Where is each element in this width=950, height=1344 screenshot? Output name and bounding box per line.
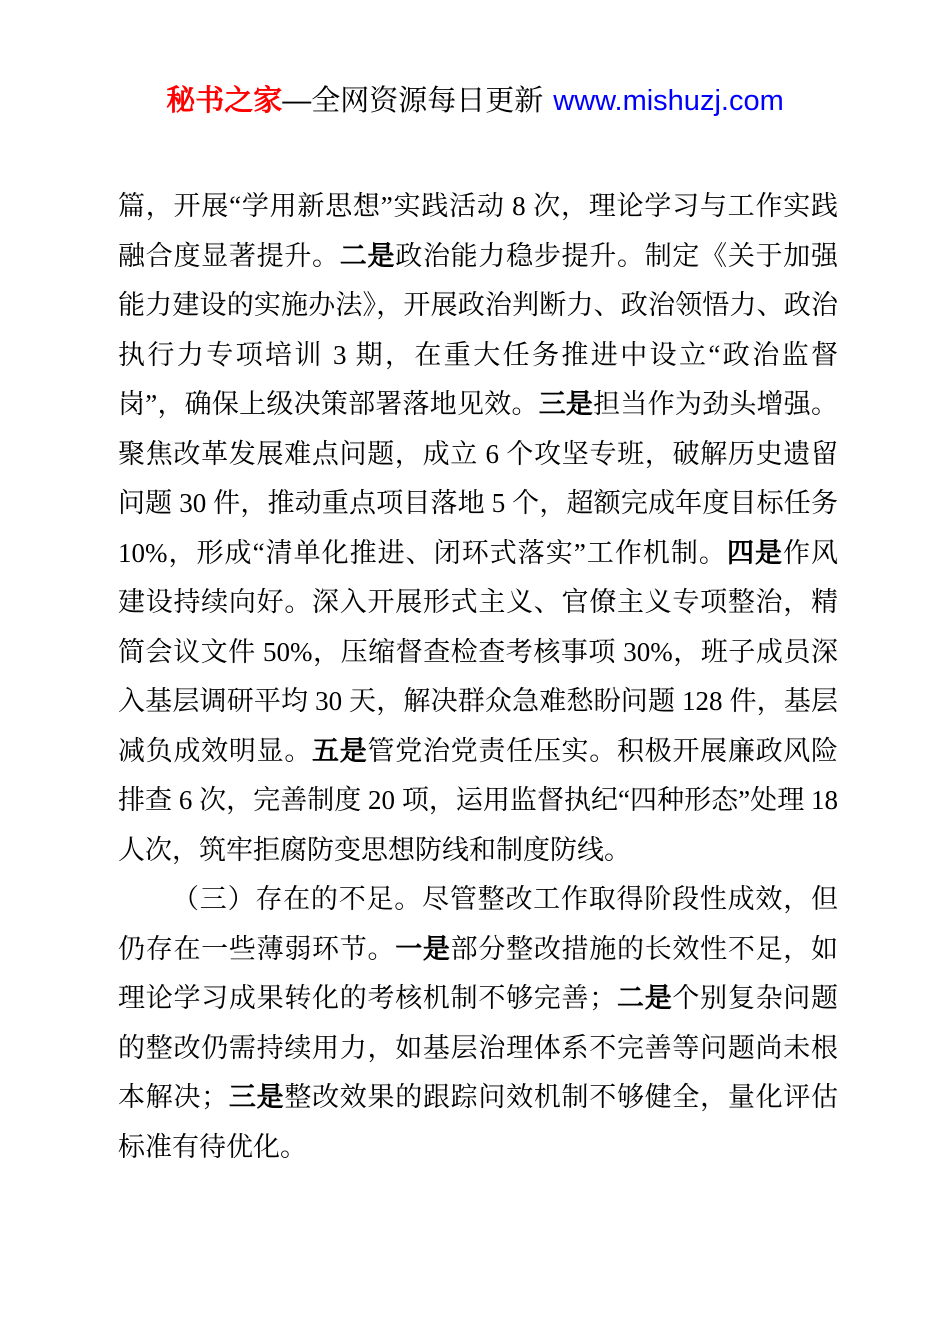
text-run: 篇，开展“学用新思想”实践活动 8 次，理论学习与工作实践融合度显著提升。 — [118, 191, 838, 271]
emphasis-run: 二是 — [616, 983, 673, 1013]
header-tagline: 全网资源每日更新 — [311, 85, 544, 117]
site-brand: 秘书之家 — [166, 85, 283, 117]
text-run: 管党治党责任压实。积极开展廉政风险排查 6 次，完善制度 20 项，运用监督执纪“四种形态”处理 18 人次，筑牢拒腐防变思想防线和制度防线。 — [118, 735, 839, 865]
emphasis-run: 五是 — [312, 735, 368, 766]
emphasis-run: 二是 — [339, 240, 396, 271]
site-url-link[interactable]: www.mishuzj.com — [553, 85, 784, 117]
text-run: 担当作为劲头增强。聚焦改革发展难点问题，成立 6 个攻坚专班，破解历史遗留问题 30 件，推动重点项目落地 5 个，超额完成年度目标任务 10%，形成“清单化推进、闭环式落实”工作机制。 — [118, 389, 839, 568]
text-run: 整改效果的跟踪问效机制不够健全，量化评估标准有待优化。 — [118, 1082, 839, 1162]
text-run: （三）存在的不足。尽管整改工作取得阶段性成效，但仍存在一些薄弱环节。 — [118, 884, 838, 964]
page-header — [0, 0, 950, 118]
header-dash: — — [282, 85, 312, 117]
text-run: 作风建设持续向好。深入开展形式主义、官僚主义专项整治，精简会议文件 50%，压缩督查检查考核事项 30%，班子成员深入基层调研平均 30 天，解决群众急难愁盼问题 128 件，基层减负成效明显。 — [118, 537, 839, 766]
emphasis-run: 三是 — [228, 1082, 285, 1112]
text-run: 部分整改措施的长效性不足，如理论学习成果转化的考核机制不够完善； — [118, 933, 839, 1013]
document-paragraph — [118, 182, 838, 875]
document-body — [118, 182, 838, 1172]
text-run: 政治能力稳步提升。制定《关于加强能力建设的实施办法》，开展政治判断力、政治领悟力、政治执行力专项培训 3 期，在重大任务推进中设立“政治监督岗”，确保上级决策部署落地见效。 — [118, 240, 839, 419]
text-run: 个别复杂问题的整改仍需持续用力，如基层治理体系不完善等问题尚未根本解决； — [118, 983, 839, 1112]
emphasis-run: 四是 — [726, 537, 783, 568]
document-paragraph — [118, 875, 838, 1172]
emphasis-run: 一是 — [395, 933, 451, 964]
emphasis-run: 三是 — [538, 389, 594, 419]
